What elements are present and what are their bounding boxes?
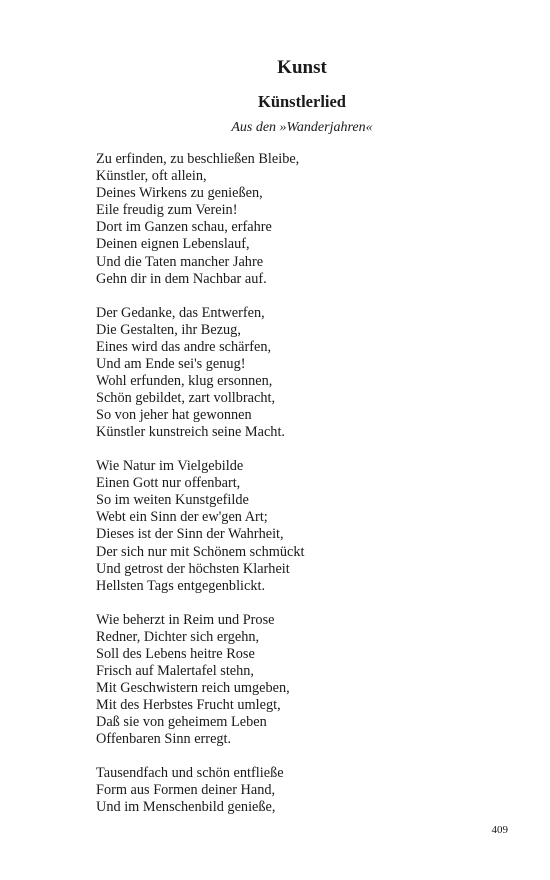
poem-title: Künstlerlied — [257, 92, 346, 111]
poem-subtitle: Aus den »Wanderjahren« — [231, 120, 373, 135]
poem-body — [96, 151, 516, 833]
poem-line: Künstler, oft allein, — [96, 168, 207, 185]
poem-line: Zu erfinden, zu beschließen Bleibe, — [96, 151, 300, 167]
stanza — [96, 305, 516, 442]
poem-line: Und im Menschenbild genieße, — [96, 799, 276, 816]
poem-line: Einen Gott nur offenbart, — [96, 475, 241, 492]
poem-line: Mit des Herbstes Frucht umlegt, — [96, 697, 281, 714]
poem-line: Mit Geschwistern reich umgeben, — [96, 680, 290, 697]
poem-line: Die Gestalten, ihr Bezug, — [96, 321, 241, 338]
page-number: 409 — [491, 824, 508, 836]
poem-line: Dieses ist der Sinn der Wahrheit, — [96, 526, 284, 543]
poem-line: Daß sie von geheimem Leben — [96, 714, 267, 731]
poem-line: Und die Taten mancher Jahre — [96, 253, 264, 270]
poem-line: Tausendfach und schön entfließe — [96, 765, 284, 782]
poem-line: Der sich nur mit Schönem schmückt — [96, 543, 305, 560]
poem-line: Wie beherzt in Reim und Prose — [96, 611, 275, 628]
poem-line: Wohl erfunden, klug ersonnen, — [96, 372, 273, 389]
poem-line: So von jeher hat gewonnen — [96, 407, 252, 424]
stanza — [96, 458, 516, 595]
poem-line: Schön gebildet, zart vollbracht, — [96, 390, 276, 407]
section-title: Kunst — [277, 57, 327, 78]
poem-line: So im weiten Kunstgefilde — [96, 492, 249, 509]
poem-line: Und getrost der höchsten Klarheit — [96, 560, 290, 577]
poem-line: Offenbaren Sinn erregt. — [96, 731, 232, 748]
stanza — [96, 612, 516, 749]
poem-line: Eines wird das andre schärfen, — [96, 338, 272, 355]
poem-line: Form aus Formen deiner Hand, — [96, 782, 276, 799]
stanza — [96, 765, 516, 816]
poem-line: Gehn dir in dem Nachbar auf. — [96, 270, 267, 287]
poem-line: Frisch auf Malertafel stehn, — [96, 662, 255, 679]
poem-line: Redner, Dichter sich ergehn, — [96, 628, 260, 645]
poem-line: Dort im Ganzen schau, erfahre — [96, 219, 272, 236]
poem-line: Künstler kunstreich seine Macht. — [96, 424, 285, 441]
poem-line: Und am Ende sei's genug! — [96, 355, 246, 372]
stanza — [96, 151, 516, 288]
poem-line: Deinen eignen Lebenslauf, — [96, 236, 250, 253]
poem-line: Soll des Lebens heitre Rose — [96, 645, 255, 662]
poem-line: Der Gedanke, das Entwerfen, — [96, 304, 265, 321]
poem-line: Webt ein Sinn der ew'gen Art; — [96, 509, 268, 526]
poem-line: Eile freudig zum Verein! — [96, 202, 238, 219]
poem-line: Hellsten Tags entgegenblickt. — [96, 577, 266, 594]
poem-line: Wie Natur im Vielgebilde — [96, 458, 244, 475]
poem-line: Deines Wirkens zu genießen, — [96, 185, 263, 202]
